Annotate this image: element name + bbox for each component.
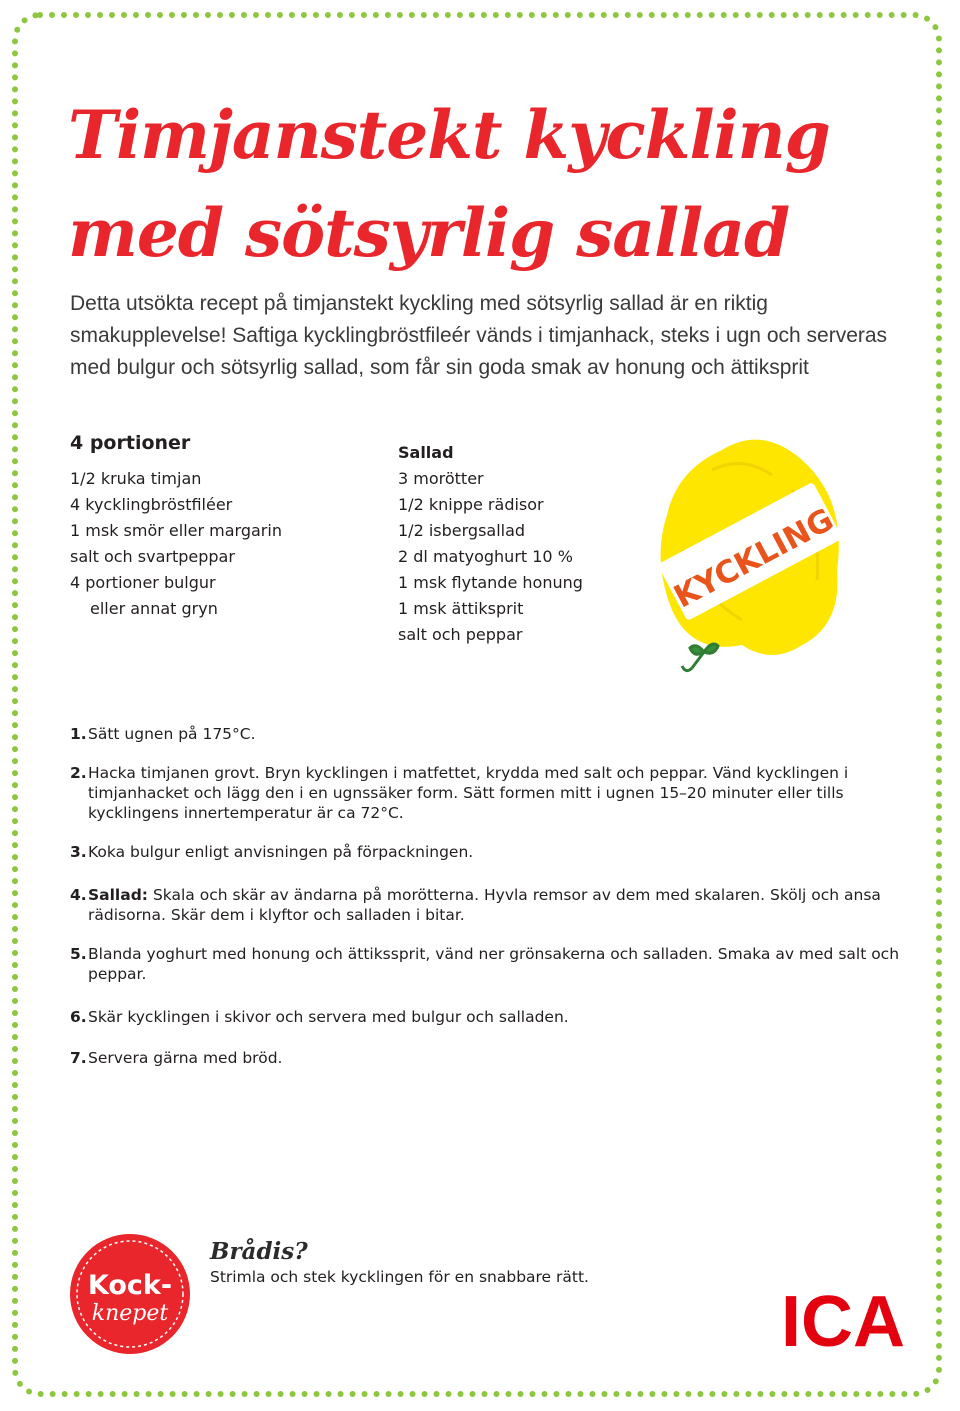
salad-item: 3 morötter bbox=[398, 469, 484, 488]
step-number: 7. bbox=[70, 1049, 87, 1067]
ingredient-item: 4 kycklingbröstfiléer bbox=[70, 495, 233, 514]
illustration-label: KYCKLING bbox=[668, 501, 840, 616]
ica-logo bbox=[780, 1284, 906, 1354]
salad-item: 1/2 isbergsallad bbox=[398, 521, 526, 540]
ingredients-column bbox=[70, 430, 370, 622]
step-item bbox=[70, 944, 910, 984]
step-number: 4. bbox=[70, 886, 87, 904]
step-item bbox=[70, 885, 910, 925]
step-number: 5. bbox=[70, 945, 87, 963]
step-item bbox=[70, 763, 910, 823]
ingredient-item: salt och svartpeppar bbox=[70, 547, 235, 566]
salad-item: 1 msk ättiksprit bbox=[398, 599, 524, 618]
step-text: Blanda yoghurt med honung och ättikssprit, vänd ner grönsakerna och salladen. Smaka av med salt och peppar. bbox=[88, 945, 900, 983]
ingredient-item: eller annat gryn bbox=[90, 599, 218, 618]
step-text: Servera gärna med bröd. bbox=[88, 1049, 283, 1067]
salad-heading: Sallad bbox=[398, 443, 454, 462]
salad-item: salt och peppar bbox=[398, 625, 523, 644]
step-number: 2. bbox=[70, 764, 87, 782]
ingredient-item: 1/2 kruka timjan bbox=[70, 469, 202, 488]
salad-item: 1/2 knippe rädisor bbox=[398, 495, 544, 514]
tip-text: Strimla och stek kycklingen för en snabbare rätt. bbox=[210, 1268, 589, 1286]
kockknepet-badge bbox=[68, 1232, 192, 1356]
step-number: 3. bbox=[70, 843, 87, 861]
chicken-drawing-icon bbox=[652, 430, 852, 690]
salad-item: 2 dl matyoghurt 10 % bbox=[398, 547, 573, 566]
salad-list bbox=[398, 466, 658, 648]
ingredient-list bbox=[70, 466, 370, 622]
step-number: 6. bbox=[70, 1008, 87, 1026]
badge-line1: Kock- bbox=[87, 1270, 173, 1301]
tip-title: Brådis? bbox=[210, 1238, 308, 1265]
portions-heading: 4 portioner bbox=[70, 432, 191, 454]
step-item bbox=[70, 842, 910, 862]
ingredient-item: 4 portioner bulgur bbox=[70, 573, 216, 592]
step-text: Sätt ugnen på 175°C. bbox=[88, 725, 256, 743]
step-text: Skär kycklingen i skivor och servera med bulgur och salladen. bbox=[88, 1008, 569, 1026]
step-item bbox=[70, 1048, 910, 1068]
step-text-body: Skala och skär av ändarna på morötterna. Hyvla remsor av dem med skalaren. Skölj och ansa rädisorna. Skär dem i klyftor och salladen i bitar. bbox=[88, 886, 881, 924]
step-text: Hacka timjanen grovt. Bryn kycklingen i matfettet, krydda med salt och peppar. Vänd kycklingen i timjanhacket och lägg den i en ugnssäker form. Sätt formen mitt i ugnen 15–20 minuter eller tills kycklingens innertemperatur är ca 72°C. bbox=[88, 764, 849, 822]
step-text: Koka bulgur enligt anvisningen på förpackningen. bbox=[88, 843, 474, 861]
step-number: 1. bbox=[70, 725, 87, 743]
recipe-title: Timjanstekt kyckling med sötsyrlig sallad bbox=[68, 96, 830, 272]
ica-logo-text: ICA bbox=[781, 1284, 905, 1354]
salad-item: 1 msk flytande honung bbox=[398, 573, 583, 592]
instruction-steps bbox=[70, 724, 910, 1068]
badge-line2: knepet bbox=[91, 1301, 169, 1326]
recipe-intro: Detta utsökta recept på timjanstekt kyckling med sötsyrlig sallad är en riktig smakupplevelse! Saftiga kycklingbröstfileér vänds i timjanhack, steks i ugn och serveras med bulgur och sötsyrlig sallad, som får sin goda smak av honung och ättiksprit bbox=[70, 292, 888, 379]
salad-column bbox=[398, 440, 658, 648]
salad-step-label: Sallad: bbox=[88, 886, 149, 904]
step-item bbox=[70, 724, 910, 744]
step-item bbox=[70, 1007, 910, 1027]
ingredient-item: 1 msk smör eller margarin bbox=[70, 521, 282, 540]
step-text bbox=[88, 885, 910, 925]
